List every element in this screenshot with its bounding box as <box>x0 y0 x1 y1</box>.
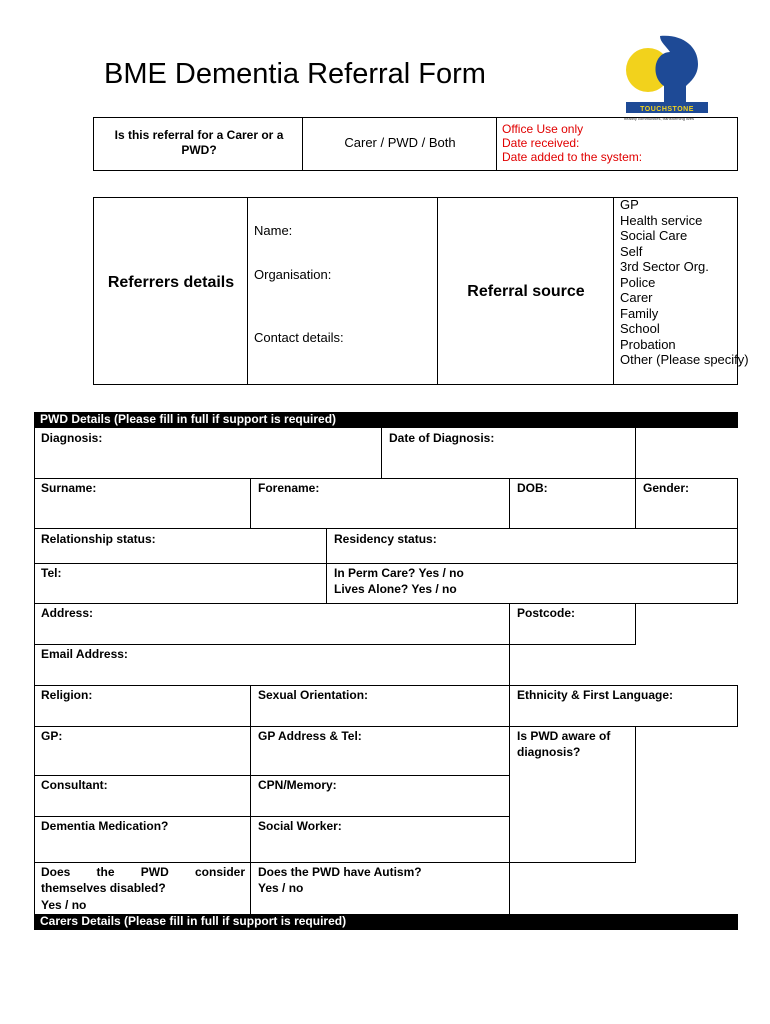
source-option[interactable]: Self <box>620 243 643 259</box>
logo-tagline: healthy communities, transforming lives <box>624 116 695 121</box>
surname-field[interactable]: Surname: <box>41 481 97 495</box>
source-option[interactable]: Health service <box>620 212 703 228</box>
dementia-medication-field[interactable]: Dementia Medication? <box>41 819 169 833</box>
referrers-details-heading: Referrers details <box>107 274 235 291</box>
date-received-label: Date received: <box>502 136 580 150</box>
diagnosis-field[interactable]: Diagnosis: <box>41 431 103 445</box>
relationship-status-field[interactable]: Relationship status: <box>41 532 156 546</box>
page-title: BME Dementia Referral Form <box>104 58 486 90</box>
disabled-answer[interactable]: Yes / no <box>41 898 87 912</box>
autism-question[interactable]: Does the PWD have Autism? <box>258 865 422 879</box>
pwd-aware-question[interactable]: Is PWD aware of diagnosis? <box>517 729 611 759</box>
referrer-organisation-field[interactable]: Organisation: <box>254 267 332 282</box>
social-worker-field[interactable]: Social Worker: <box>258 819 342 833</box>
svg-text:TOUCHSTONE: TOUCHSTONE <box>640 106 694 113</box>
tel-field[interactable]: Tel: <box>41 566 62 580</box>
source-option[interactable]: GP <box>620 197 639 212</box>
disabled-question[interactable]: Does the PWD consider themselves disabled? <box>41 865 245 895</box>
date-of-diagnosis-field[interactable]: Date of Diagnosis: <box>389 431 495 445</box>
source-option[interactable]: Carer <box>620 290 653 305</box>
pwd-details-bar: PWD Details (Please fill in full if support is required) <box>34 412 738 428</box>
postcode-field[interactable]: Postcode: <box>517 606 576 620</box>
email-address-field[interactable]: Email Address: <box>41 647 128 661</box>
source-option[interactable]: Police <box>620 274 656 290</box>
address-field[interactable]: Address: <box>41 606 94 620</box>
referrer-contact-field[interactable]: Contact details: <box>254 330 344 345</box>
date-added-label: Date added to the system: <box>502 150 643 164</box>
touchstone-logo <box>620 30 712 125</box>
office-use-label: Office Use only <box>502 122 584 136</box>
forename-field[interactable]: Forename: <box>258 481 320 495</box>
residency-status-field[interactable]: Residency status: <box>334 532 437 546</box>
referral-source-heading: Referral source <box>467 283 585 300</box>
source-option[interactable]: Probation <box>620 336 676 352</box>
perm-care-question[interactable]: In Perm Care? Yes / no <box>334 566 464 580</box>
ethnicity-language-field[interactable]: Ethnicity & First Language: <box>517 688 674 702</box>
referrer-name-field[interactable]: Name: <box>254 223 293 238</box>
office-use-block <box>502 122 642 164</box>
source-option[interactable]: 3rd Sector Org. <box>620 259 709 274</box>
carers-details-bar: Carers Details (Please fill in full if support is required) <box>34 914 738 930</box>
source-option[interactable]: Social Care <box>620 228 688 243</box>
lives-alone-question[interactable]: Lives Alone? Yes / no <box>334 582 457 596</box>
source-option[interactable]: Family <box>620 305 659 321</box>
referral-for-question: Is this referral for a Carer or a PWD? <box>114 128 284 157</box>
referral-for-options[interactable]: Carer / PWD / Both <box>344 135 456 150</box>
cpn-memory-field[interactable]: CPN/Memory: <box>258 778 337 792</box>
source-option[interactable]: Other (Please specify) <box>620 352 749 367</box>
gp-address-field[interactable]: GP Address & Tel: <box>258 729 362 743</box>
gp-field[interactable]: GP: <box>41 729 63 743</box>
sexual-orientation-field[interactable]: Sexual Orientation: <box>258 688 369 702</box>
gender-field[interactable]: Gender: <box>643 481 690 495</box>
dob-field[interactable]: DOB: <box>517 481 548 495</box>
source-option[interactable]: School <box>620 321 660 336</box>
religion-field[interactable]: Religion: <box>41 688 93 702</box>
referral-source-list <box>620 197 749 368</box>
autism-answer[interactable]: Yes / no <box>258 881 304 895</box>
consultant-field[interactable]: Consultant: <box>41 778 108 792</box>
